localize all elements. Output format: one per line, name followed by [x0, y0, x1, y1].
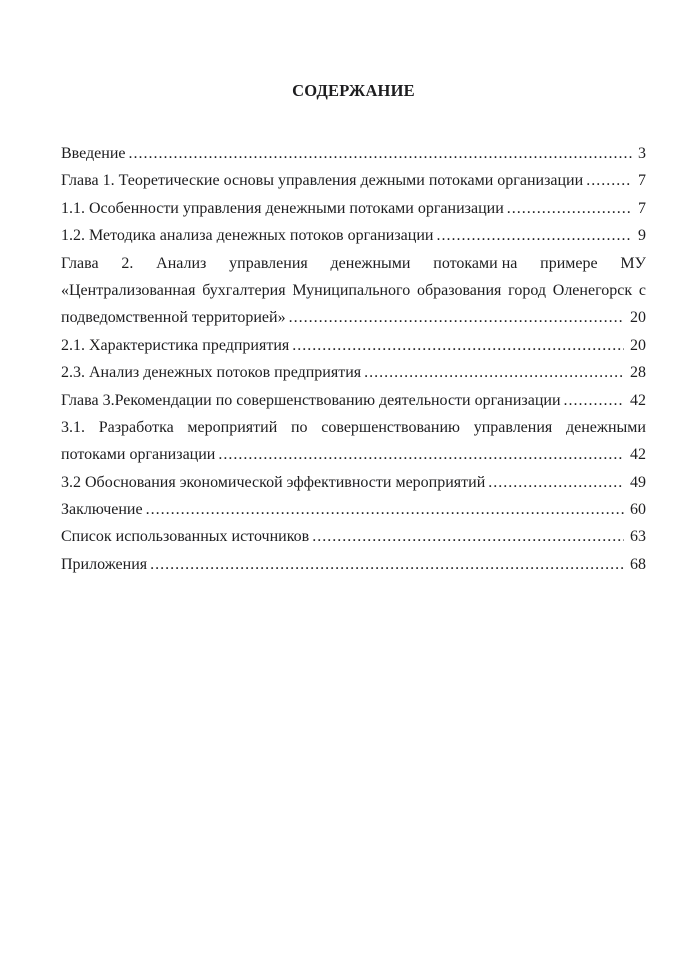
toc-entry	[61, 414, 646, 469]
toc-page-number: 28	[630, 364, 646, 382]
toc-word: управления	[473, 418, 553, 436]
toc-word: денежными	[330, 254, 411, 272]
toc-word: примере	[540, 254, 598, 272]
toc-page-number: 3	[638, 145, 646, 162]
toc-entry-line	[61, 222, 646, 249]
toc-entry	[61, 387, 646, 414]
toc-entry-text: потоками организации	[61, 446, 216, 464]
dot-leader	[218, 441, 624, 468]
toc-entry	[61, 195, 646, 222]
toc-entry-line	[61, 441, 646, 468]
toc-entry-line	[61, 304, 646, 331]
toc-word: управления	[229, 254, 308, 272]
toc-entry-text: Приложения	[61, 555, 148, 573]
toc-word: по	[290, 418, 308, 436]
toc-entry-text: Список использованных источников	[61, 528, 310, 546]
toc-entry	[61, 469, 646, 496]
toc-page-number: 49	[630, 473, 646, 491]
toc-word: Разработка	[98, 418, 174, 436]
dot-leader	[564, 387, 624, 414]
toc-entry-text: 1.2. Методика анализа денежных потоков организации	[61, 227, 434, 245]
toc-word: 2.	[121, 254, 134, 272]
toc-entry-line	[61, 195, 646, 222]
toc-page-number: 9	[638, 227, 646, 245]
dot-leader	[364, 359, 624, 386]
toc-page-number: 60	[630, 501, 646, 519]
toc-word: образования	[416, 281, 502, 299]
toc-word: бухгалтерия	[202, 281, 286, 299]
toc-word: МУ	[620, 254, 646, 272]
toc-page-number: 7	[638, 172, 646, 190]
toc-entry-line	[61, 414, 646, 441]
toc-entry-text: подведомственной территорией»	[61, 309, 286, 327]
dot-leader	[292, 332, 624, 359]
toc-page-number: 20	[630, 336, 646, 354]
toc-entry-line	[61, 523, 646, 550]
toc-entry-line	[61, 496, 646, 523]
toc-entry	[61, 222, 646, 249]
toc-entry-text: 2.3. Анализ денежных потоков предприятия	[61, 364, 362, 382]
toc-entry-line	[61, 140, 646, 167]
toc-entry-text: Заключение	[61, 501, 143, 519]
page-title: СОДЕРЖАНИЕ	[292, 81, 415, 100]
dot-leader	[146, 496, 624, 523]
toc-entry-text: 1.1. Особенности управления денежными потоками организации	[61, 199, 504, 217]
dot-leader	[586, 167, 632, 194]
dot-leader	[312, 523, 624, 550]
toc-entry-text: 2.1. Характеристика предприятия	[61, 336, 290, 354]
toc-entry	[61, 359, 646, 386]
table-of-contents	[61, 140, 646, 578]
toc-entry-text: Введение	[61, 145, 126, 162]
toc-page-number: 7	[638, 199, 646, 217]
toc-entry-line	[61, 387, 646, 414]
toc-word: Глава	[61, 254, 99, 272]
toc-entry-line	[61, 551, 646, 578]
toc-entry	[61, 167, 646, 194]
toc-word: Муниципального	[292, 281, 411, 299]
toc-word: мероприятий	[187, 418, 278, 436]
dot-leader	[150, 551, 624, 578]
toc-entry-line	[61, 359, 646, 386]
toc-entry	[61, 523, 646, 550]
toc-page-number: 20	[630, 309, 646, 327]
toc-entry-text: Глава 3.Рекомендации по совершенствованию деятельности организации	[61, 391, 561, 409]
toc-entry-line	[61, 250, 646, 277]
toc-entry	[61, 332, 646, 359]
toc-page-number: 42	[630, 391, 646, 409]
toc-entry-line	[61, 277, 646, 304]
toc-word: денежными	[565, 418, 646, 436]
dot-leader	[289, 304, 624, 331]
dot-leader	[488, 469, 624, 496]
toc-page-number: 68	[630, 555, 646, 573]
toc-word: город	[508, 281, 546, 299]
toc-entry	[61, 496, 646, 523]
toc-entry	[61, 140, 646, 167]
toc-entry-line	[61, 332, 646, 359]
toc-word: Оленегорск	[552, 281, 633, 299]
toc-entry-line	[61, 167, 646, 194]
toc-entry-text: Глава 1. Теоретические основы управления дежными потоками организации	[61, 172, 584, 190]
dot-leader	[507, 195, 632, 222]
toc-word: совершенствованию	[321, 418, 460, 436]
toc-entry-text: 3.2 Обоснования экономической эффективности мероприятий	[61, 473, 486, 491]
toc-word: потоками на	[433, 254, 518, 272]
toc-entry	[61, 551, 646, 578]
toc-page-number: 63	[630, 528, 646, 546]
toc-word: Анализ	[156, 254, 207, 272]
toc-entry	[61, 250, 646, 332]
toc-word: «Централизованная	[61, 281, 196, 299]
toc-word: с	[638, 281, 646, 299]
dot-leader	[129, 140, 633, 167]
toc-page-number: 42	[630, 446, 646, 464]
toc-word: 3.1.	[61, 418, 85, 436]
dot-leader	[436, 222, 632, 249]
toc-entry-line	[61, 469, 646, 496]
